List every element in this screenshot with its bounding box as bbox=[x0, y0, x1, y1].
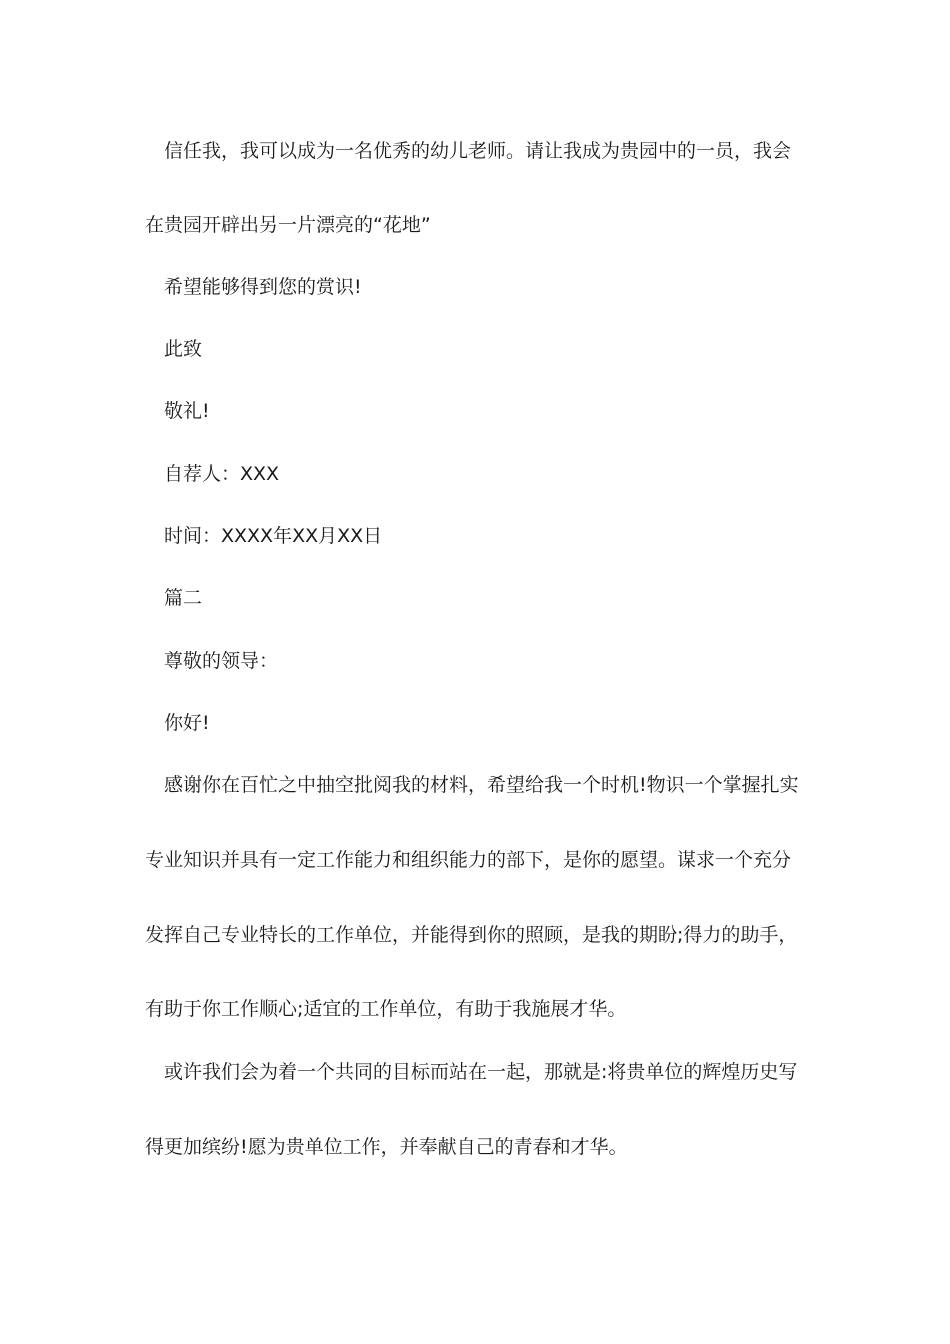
greeting-line: 尊敬的领导： bbox=[164, 650, 279, 672]
paragraph-line: 有助于你工作顺心;适宜的工作单位，有助于我施展才华。 bbox=[145, 998, 627, 1020]
paragraph-line: 信任我，我可以成为一名优秀的幼儿老师。请让我成为贵园中的一员，我会 bbox=[164, 140, 792, 162]
closing-line: 希望能够得到您的赏识! bbox=[164, 276, 362, 298]
paragraph-line: 或许我们会为着一个共同的目标而站在一起，那就是:将贵单位的辉煌历史写 bbox=[164, 1061, 798, 1083]
greeting-line: 你好! bbox=[164, 712, 210, 734]
paragraph-line: 得更加缤纷!愿为贵单位工作，并奉献自己的青春和才华。 bbox=[145, 1136, 628, 1158]
date-line: 时间：XXXX年XX月XX日 bbox=[164, 525, 383, 547]
paragraph-line: 发挥自己专业特长的工作单位，并能得到你的照顾，是我的期盼;得力的助手， bbox=[145, 924, 798, 946]
paragraph-line: 感谢你在百忙之中抽空批阅我的材料，希望给我一个时机!物识一个掌握扎实 bbox=[164, 774, 799, 796]
signature-line: 自荐人：XXX bbox=[164, 463, 280, 485]
salutation-line: 敬礼! bbox=[164, 400, 210, 422]
paragraph-line: 在贵园开辟出另一片漂亮的“花地” bbox=[145, 214, 431, 236]
section-heading: 篇二 bbox=[164, 587, 203, 609]
paragraph-line: 专业知识并具有一定工作能力和组织能力的部下，是你的愿望。谋求一个充分 bbox=[145, 849, 792, 871]
salutation-line: 此致 bbox=[164, 338, 203, 360]
